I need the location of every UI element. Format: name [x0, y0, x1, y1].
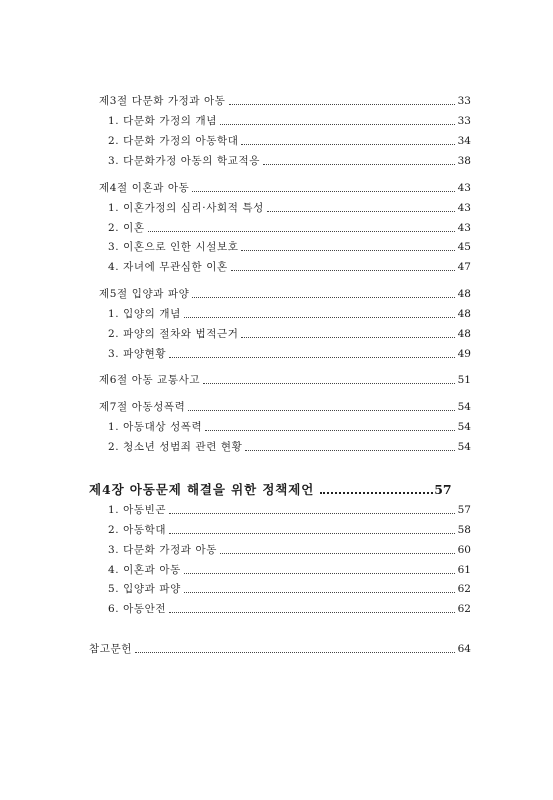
- dot-leader: [241, 328, 455, 338]
- toc-item: [108, 134, 471, 148]
- toc-section-6: [99, 373, 471, 387]
- toc-label: 3. 이혼으로 인한 시설보호: [108, 241, 239, 253]
- toc-label: 6. 아동안전: [108, 603, 167, 615]
- toc-page-number: 48: [457, 308, 471, 320]
- dot-leader: [203, 374, 455, 384]
- toc-item: [108, 221, 471, 235]
- toc-page-number: 43: [457, 222, 471, 234]
- toc-item: [108, 240, 471, 254]
- toc-section-3: [99, 94, 471, 108]
- toc-item: [108, 154, 471, 168]
- toc-item: [108, 563, 471, 577]
- toc-section-4: [99, 181, 471, 195]
- toc-label: 2. 다문화 가정의 아동학대: [108, 135, 239, 147]
- toc-label: 3. 다문화가정 아동의 학교적응: [108, 155, 260, 167]
- toc-label: 1. 다문화 가정의 개념: [108, 115, 217, 127]
- toc-page-number: 64: [457, 643, 471, 655]
- toc-page-number: 62: [457, 583, 471, 595]
- toc-label: 2. 아동학대: [108, 524, 167, 536]
- toc-chapter-4: [89, 481, 452, 498]
- dot-leader: [148, 222, 455, 232]
- dot-leader: [245, 441, 455, 451]
- toc-label: 제3절 다문화 가정과 아동: [99, 95, 226, 107]
- toc-label: 제5절 입양과 파양: [99, 288, 190, 300]
- dot-leader: [220, 115, 455, 125]
- toc-label: 제6절 아동 교통사고: [99, 374, 201, 386]
- dot-leader: [169, 603, 455, 613]
- toc-page-number: 58: [457, 524, 471, 536]
- toc-page-number: 54: [457, 401, 471, 413]
- toc-label: 3. 다문화 가정과 아동: [108, 544, 217, 556]
- toc-page-number: 34: [457, 135, 471, 147]
- dot-leader: [220, 544, 455, 554]
- dot-leader: [231, 261, 455, 271]
- dot-leader: [184, 583, 455, 593]
- toc-item: [108, 420, 471, 434]
- toc-page-number: 48: [457, 288, 471, 300]
- toc-label: 2. 청소년 성범죄 관련 현황: [108, 441, 243, 453]
- dot-leader: [205, 421, 455, 431]
- toc-page-number: 54: [457, 421, 471, 433]
- dot-leader: [184, 564, 455, 574]
- toc-chapter-title: 제4장 아동문제 해결을 위한 정책제언: [89, 482, 315, 497]
- toc-page-number: 33: [457, 95, 471, 107]
- toc-label: 2. 이혼: [108, 222, 145, 234]
- dot-leader: [192, 288, 455, 298]
- toc-section-7: [99, 400, 471, 414]
- toc-item: [108, 523, 471, 537]
- toc-item: [108, 582, 471, 596]
- dot-leader: [267, 202, 455, 212]
- toc-references: [89, 642, 471, 656]
- dot-leader: [241, 241, 455, 251]
- toc-label: 1. 이혼가정의 심리·사회적 특성: [108, 202, 264, 214]
- toc-page-number: 43: [457, 202, 471, 214]
- toc-label: 제7절 아동성폭력: [99, 401, 186, 413]
- toc-item: [108, 347, 471, 361]
- toc-page-number: 45: [457, 241, 471, 253]
- dot-leader: [135, 643, 455, 653]
- toc-page-number: 43: [457, 182, 471, 194]
- toc-section-5: [99, 287, 471, 301]
- toc-page-number: 62: [457, 603, 471, 615]
- toc-item: [108, 201, 471, 215]
- toc-page-number: 60: [457, 544, 471, 556]
- dot-leader: [169, 524, 455, 534]
- toc-label: 3. 파양현황: [108, 348, 167, 360]
- toc-item: [108, 602, 471, 616]
- toc-label: 제4절 이혼과 아동: [99, 182, 190, 194]
- toc-item: [108, 503, 471, 517]
- toc-page-number: 51: [457, 374, 471, 386]
- toc-label: 참고문헌: [89, 643, 132, 655]
- dot-leader: [263, 155, 455, 165]
- dot-leader: [229, 95, 455, 105]
- toc-page-number: 57: [457, 504, 471, 516]
- toc-label: 4. 자녀에 무관심한 이혼: [108, 261, 228, 273]
- dot-leader: [188, 401, 455, 411]
- toc-page-number: 48: [457, 328, 471, 340]
- toc-item: [108, 543, 471, 557]
- toc-page-number: 33: [457, 115, 471, 127]
- toc-label: 5. 입양과 파양: [108, 583, 181, 595]
- dot-leader: [320, 483, 433, 494]
- dot-leader: [169, 504, 455, 514]
- toc-item: [108, 307, 471, 321]
- dot-leader: [184, 308, 455, 318]
- toc-item: [108, 440, 471, 454]
- toc-page-number: 47: [457, 261, 471, 273]
- toc-item: [108, 260, 471, 274]
- toc-label: 1. 아동빈곤: [108, 504, 167, 516]
- toc-label: 1. 아동대상 성폭력: [108, 421, 203, 433]
- toc-page-number: 38: [457, 155, 471, 167]
- toc-item: [108, 327, 471, 341]
- toc-page-number: 57: [434, 482, 452, 497]
- dot-leader: [169, 348, 455, 358]
- toc-item: [108, 114, 471, 128]
- toc-page-number: 61: [457, 564, 471, 576]
- toc-label: 1. 입양의 개념: [108, 308, 181, 320]
- toc-label: 4. 이혼과 아동: [108, 564, 181, 576]
- dot-leader: [241, 135, 455, 145]
- dot-leader: [192, 182, 455, 192]
- toc-page-number: 54: [457, 441, 471, 453]
- toc-label: 2. 파양의 절차와 법적근거: [108, 328, 239, 340]
- toc-page-number: 49: [457, 348, 471, 360]
